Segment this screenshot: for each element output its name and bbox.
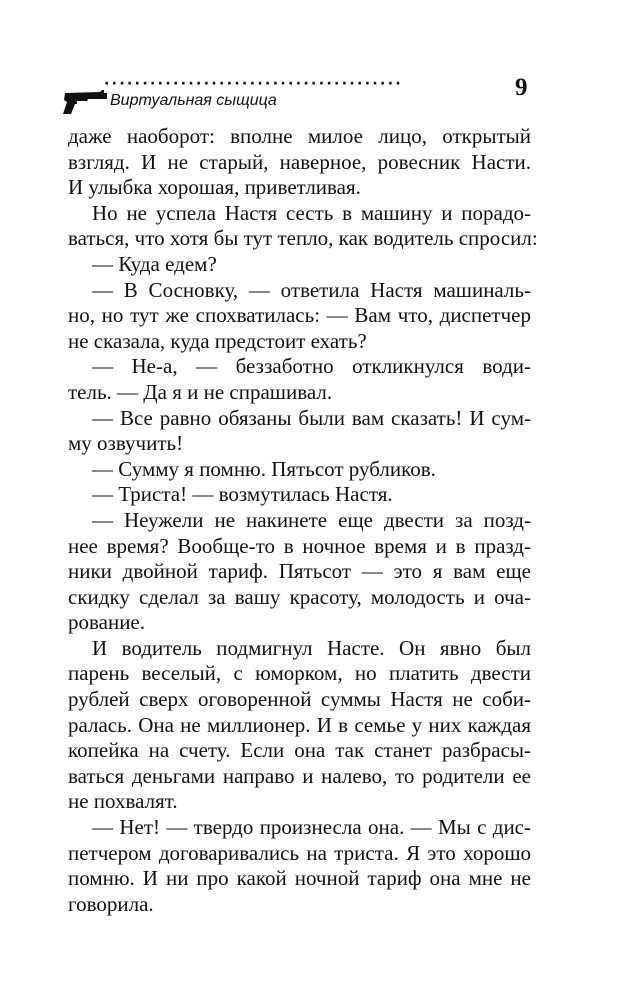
text-line: взгляд. И не старый, наверное, ровесник Насти.: [68, 149, 531, 174]
text-line: помню. И ни про какой ночной тариф она мне не: [68, 866, 531, 891]
text-line: — Все равно обязаны были вам сказать! И сум-: [92, 405, 531, 430]
text-line: нее время? Вообще-то в ночное время и в празд-: [68, 533, 531, 558]
text-line: — Неужели не накинете еще двести за позд-: [92, 507, 531, 532]
text-line: ваться деньгами направо и налево, то родители ее: [68, 763, 531, 788]
text-line: — В Сосновку, — ответила Настя машиналь-: [92, 277, 531, 302]
text-line: ваться, что хотя бы тут тепло, как водитель спросил:: [68, 226, 538, 251]
text-line: даже наоборот: вполне милое лицо, открытый: [68, 124, 531, 148]
page-number: 9: [515, 74, 528, 101]
text-line: говорила.: [68, 891, 154, 916]
text-line: — Нет! — твердо произнесла она. — Мы с дис-: [92, 815, 531, 840]
text-line: — Куда едем?: [92, 251, 217, 276]
text-line: петчером договаривались на триста. Я это хорошо: [68, 840, 531, 865]
revolver-icon: [62, 87, 108, 115]
text-line: скидку сделал за вашу красоту, молодость и оча-: [68, 584, 531, 609]
text-line: му озвучить!: [68, 431, 184, 456]
header-dotted-rule: ·······································: [104, 76, 404, 92]
text-line: не сказала, куда предстоит ехать?: [68, 328, 367, 353]
text-line: — Триста! — возмутилась Настя.: [92, 482, 393, 507]
text-line: ралась. Она не миллионер. И в семье у них каждая: [68, 712, 531, 737]
text-line: И водитель подмигнул Насте. Он явно был: [92, 635, 531, 660]
text-line: тель. — Да я и не спрашивал.: [68, 379, 333, 404]
body-text: [68, 124, 538, 917]
running-title: Виртуальная сыщица: [110, 92, 277, 109]
text-line: — Не-а, — беззаботно откликнулся води-: [92, 354, 531, 379]
text-line: но, но тут же спохватилась: — Вам что, диспетчер: [68, 303, 531, 328]
text-line: И улыбка хорошая, приветливая.: [68, 175, 361, 200]
text-line: — Сумму я помню. Пятьсот рубликов.: [92, 456, 436, 481]
text-line: парень веселый, с юморком, но платить двести: [68, 661, 531, 686]
text-line: рование.: [68, 610, 146, 635]
text-line: ники двойной тариф. Пятьсот — это я вам еще: [68, 559, 531, 584]
text-line: рублей сверх оговоренной суммы Настя не соби-: [68, 687, 531, 712]
text-line: не похвалят.: [68, 789, 178, 814]
text-line: копейка на счету. Если она так станет разбрасы-: [68, 738, 531, 763]
running-header: [62, 72, 532, 116]
text-line: Но не успела Настя сесть в машину и порадо-: [92, 200, 531, 225]
